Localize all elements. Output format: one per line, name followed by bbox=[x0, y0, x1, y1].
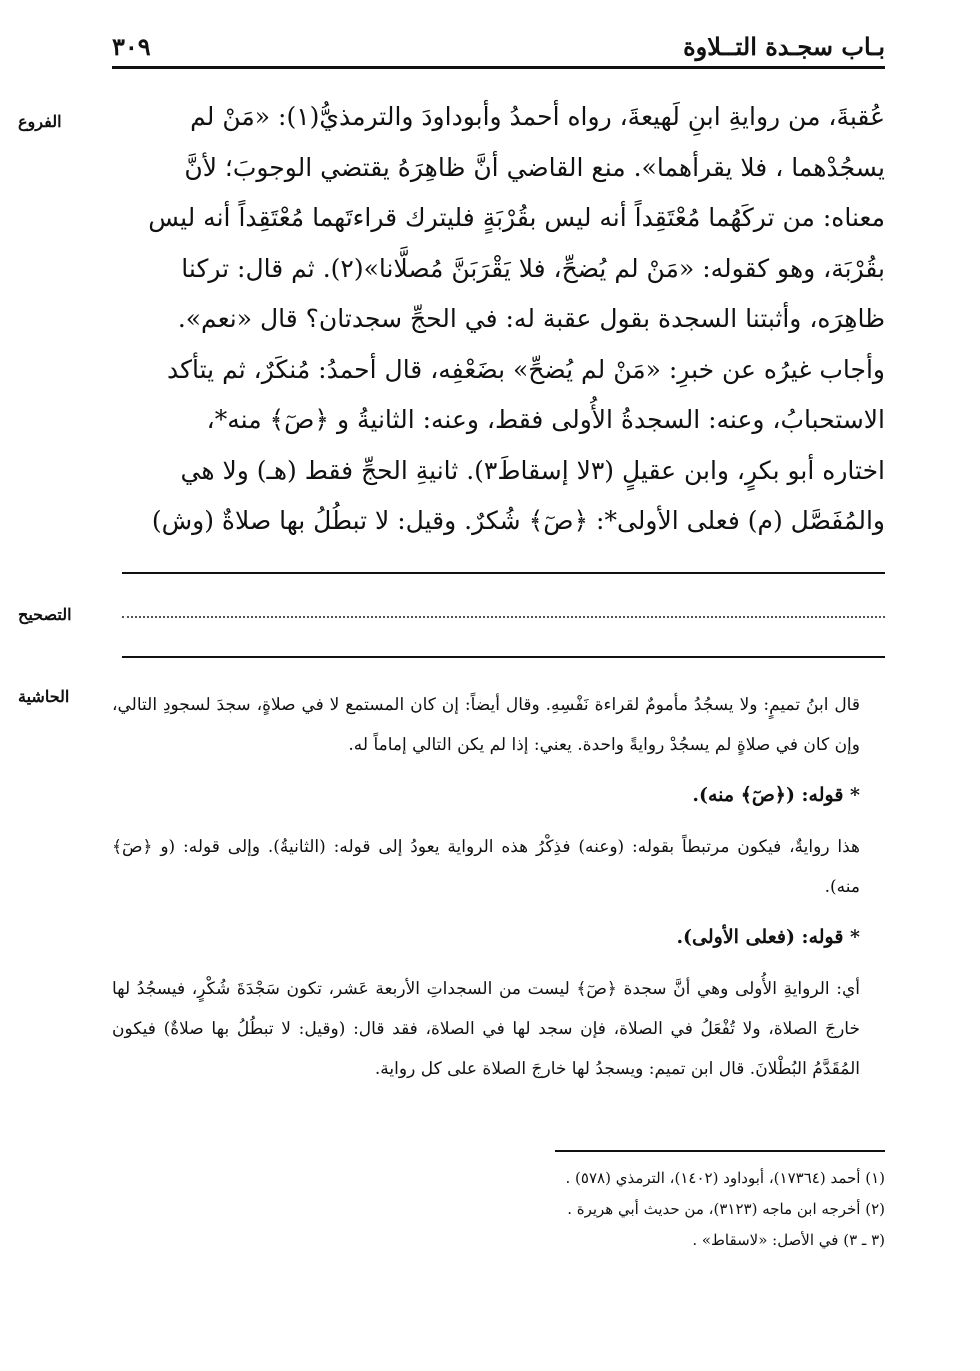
side-label-hashiya: الحاشية bbox=[18, 687, 70, 706]
main-text bbox=[112, 92, 885, 547]
main-text-line: والمُفَصَّل (م) فعلى الأولى*: ﴿صٓ﴾ شُكرٌ. وقيل: لا تبطُلُ بها صلاةٌ (وش) bbox=[151, 506, 885, 535]
main-text-line: وأجاب غيرُه عن خبرِ: «مَنْ لم يُضحِّ» بضَعْفِه، قال أحمدُ: مُنكَرٌ، ثم يتأكد bbox=[167, 354, 885, 384]
footnote-rule bbox=[555, 1150, 885, 1152]
hashiya-note-heading: * قوله: (﴿صٓ﴾ منه). bbox=[692, 784, 860, 806]
hashiya-text bbox=[112, 685, 860, 1099]
side-label-furu: الفروع bbox=[18, 112, 62, 131]
main-text-line: اختاره أبو بكرٍ، وابن عقيلٍ (٣لا إسقاطَ٣). ثانيةِ الحجِّ فقط (هـ) ولا هي bbox=[180, 455, 885, 485]
main-text-line: الاستحبابُ، وعنه: السجدةُ الأُولى فقط، وعنه: الثانيةُ و ﴿صٓ﴾ منه*، bbox=[206, 405, 885, 434]
section-rule-bottom bbox=[122, 656, 885, 658]
footnotes bbox=[112, 1163, 885, 1256]
hashiya-paragraph: قال ابنُ تميمٍ: ولا يسجُدُ مأمومٌ لقراءة نَفْسِهِ. وقال أيضاً: إن كان المستمع لا في صلاةٍ، سجدَ لسجودِ التالي، وإن كان في صلاةٍ لم يسجُدْ روايةً واحدة. يعني: إذا لم يكن التالي إماماً له. bbox=[112, 695, 860, 755]
side-label-tashih: التصحيح bbox=[18, 605, 72, 624]
tashih-dotted-line bbox=[122, 616, 885, 618]
header-rule bbox=[112, 66, 885, 69]
main-text-line: معناه: من تركَهُما مُعْتَقِداً أنه ليس بقُرْبَةٍ فليترك قراءتَهما مُعْتَقِداً أنه ليس bbox=[148, 203, 885, 232]
section-rule-top bbox=[122, 572, 885, 574]
page-header bbox=[112, 28, 885, 64]
main-text-line: بقُرْبَة، وهو كقوله: «مَنْ لم يُضحِّ، فلا يَقْرَبَنَّ مُصلَّانا»(٢). ثم قال: تركنا bbox=[181, 253, 885, 283]
main-text-line: يسجُدْهما ، فلا يقرأهما». منع القاضي أنَّ ظاهِرَهُ يقتضي الوجوبَ؛ لأنَّ bbox=[184, 152, 885, 182]
main-text-line: ظاهِرَه، وأثبتنا السجدة بقول عقبة له: في الحجِّ سجدتان؟ قال «نعم». bbox=[177, 304, 885, 333]
hashiya-paragraph: هذا روايةٌ، فيكون مرتبطاً بقوله: (وعنه) فذِكْرُ هذه الرواية يعودُ إلى قوله: (الثانيةُ). وإلى قوله: (و ﴿صٓ﴾ منه). bbox=[112, 837, 860, 897]
hashiya-paragraph: أي: الروايةِ الأُولى وهي أنَّ سجدة ﴿صٓ﴾ ليست من السجداتِ الأربعة عَشر، تكون سَجْدَةَ شُكْرٍ، فيسجُدُ لها خارجَ الصلاة، ولا تُفْعَلُ في الصلاة، فإن سجد لها في الصلاة، فقد قال: (وقيل: لا تبطُلُ بها صلاةٌ) فيكون المُقَدَّمُ البُطْلانَ. قال ابن تميم: ويسجدُ لها خارجَ الصلاة على كل رواية. bbox=[112, 979, 860, 1079]
footnote: (١) أحمد (١٧٣٦٤)، أبوداود (١٤٠٢)، الترمذي (٥٧٨) . bbox=[565, 1169, 885, 1187]
footnote: (٢) أخرجه ابن ماجه (٣١٢٣)، من حديث أبي هريرة . bbox=[567, 1200, 885, 1218]
main-text-line: عُقبةَ، من روايةِ ابنِ لَهيعةَ، رواه أحمدُ وأبوداودَ والترمذيُّ(١): «مَنْ لم bbox=[190, 102, 885, 131]
page-number: ٣٠٩ bbox=[112, 32, 151, 61]
hashiya-note-heading: * قوله: (فعلى الأولى). bbox=[676, 926, 860, 948]
footnote: (٣ ـ ٣) في الأصل: «لاسقاط» . bbox=[692, 1231, 885, 1249]
running-title: بـاب سجـدة التــلاوة bbox=[683, 32, 885, 61]
